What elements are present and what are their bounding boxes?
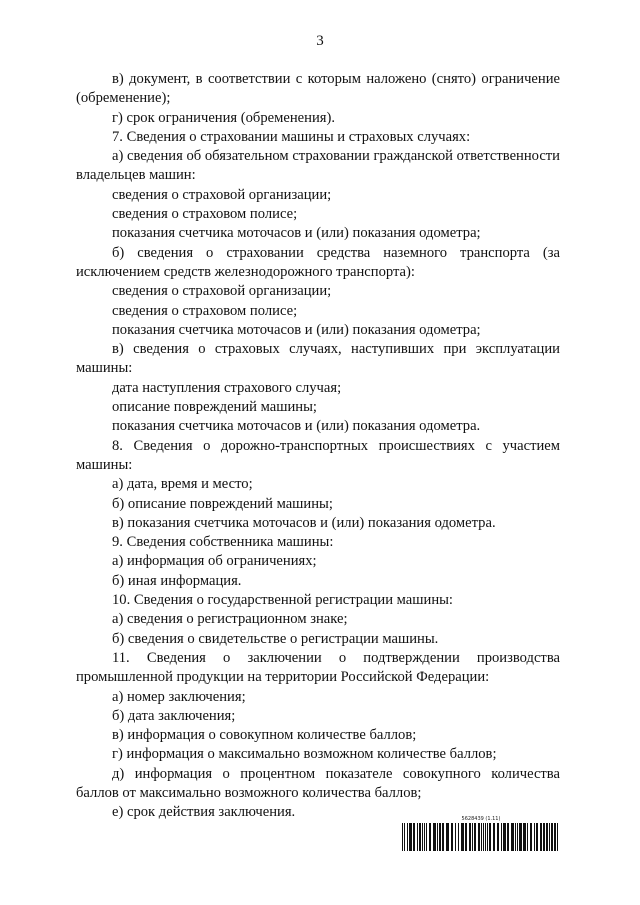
barcode (402, 815, 560, 851)
paragraph: сведения о страховом полисе; (112, 206, 298, 223)
paragraph: показания счетчика моточасов и (или) показания одометра; (112, 225, 481, 242)
paragraph: а) сведения о регистрационном знаке; (112, 611, 348, 628)
paragraph: е) срок действия заключения. (112, 804, 296, 821)
paragraph: б) иная информация. (112, 572, 242, 589)
paragraph: 11. Сведения о заключении о подтверждении производства промышленной продукции на территории Российской Федерации: (76, 649, 560, 686)
paragraph: г) информация о максимально возможном количестве баллов; (112, 746, 497, 763)
paragraph: 7. Сведения о страховании машины и страховых случаях: (112, 128, 471, 145)
paragraph: в) информация о совокупном количестве баллов; (112, 727, 417, 744)
paragraph: а) номер заключения; (112, 688, 246, 705)
barcode-caption: 5628439 (1.11) (461, 816, 501, 822)
paragraph: описание повреждений машины; (112, 399, 317, 416)
paragraph: сведения о страховом полисе; (112, 302, 298, 319)
paragraph: сведения о страховой организации; (112, 186, 332, 203)
document-body (76, 70, 560, 823)
paragraph: д) информация о процентном показателе совокупного количества баллов от максимально возможного количества баллов; (76, 765, 560, 801)
paragraph: б) дата заключения; (112, 707, 236, 724)
paragraph: а) дата, время и место; (112, 476, 253, 493)
paragraph: 8. Сведения о дорожно-транспортных происшествиях с участием машины: (76, 437, 560, 473)
paragraph: в) документ, в соответствии с которым наложено (снято) ограничение (обременение); (76, 71, 560, 107)
paragraph: б) сведения о страховании средства наземного транспорта (за исключением средств железнодорожного транспорта): (76, 244, 560, 280)
paragraph: показания счетчика моточасов и (или) показания одометра. (112, 418, 481, 435)
paragraph: а) информация об ограничениях; (112, 553, 317, 570)
paragraph: а) сведения об обязательном страховании гражданской ответственности владельцев машин: (76, 148, 560, 184)
paragraph: г) срок ограничения (обременения). (112, 109, 335, 126)
paragraph: в) показания счетчика моточасов и (или) показания одометра. (112, 514, 496, 531)
paragraph: б) сведения о свидетельстве о регистрации машины. (112, 630, 439, 647)
paragraph: б) описание повреждений машины; (112, 495, 333, 512)
paragraph: дата наступления страхового случая; (112, 379, 342, 396)
paragraph: показания счетчика моточасов и (или) показания одометра; (112, 321, 481, 338)
barcode-bars (402, 823, 560, 851)
paragraph: сведения о страховой организации; (112, 283, 332, 300)
paragraph: 10. Сведения о государственной регистрации машины: (112, 592, 453, 609)
paragraph: 9. Сведения собственника машины: (112, 534, 334, 551)
page-number: 3 (316, 33, 324, 49)
paragraph: в) сведения о страховых случаях, наступивших при эксплуатации машины: (76, 341, 560, 377)
